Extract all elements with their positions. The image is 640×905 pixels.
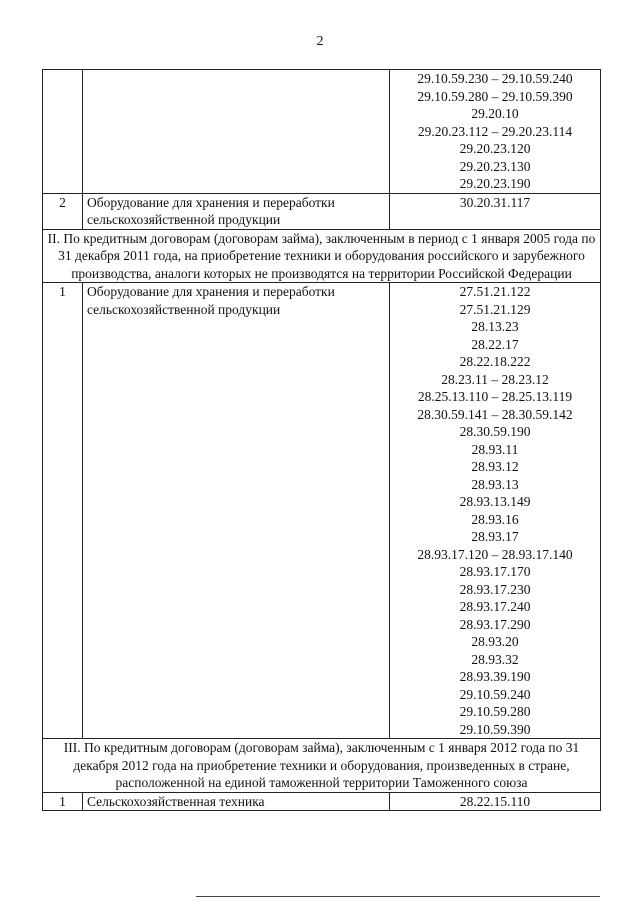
row-number: 2 xyxy=(43,193,83,229)
table-row xyxy=(43,283,601,739)
okpd-code: 28.93.13 xyxy=(471,476,519,492)
okpd-code: 28.93.17.120 – 28.93.17.140 xyxy=(417,546,573,562)
row-codes xyxy=(390,792,601,811)
okpd-code: 29.20.10 xyxy=(471,106,519,121)
table-row xyxy=(43,70,601,194)
section-row xyxy=(43,739,601,793)
row-description xyxy=(83,792,390,811)
okpd-code: 28.93.13.149 xyxy=(459,494,531,509)
okpd-code: 30.20.31.117 xyxy=(459,194,531,210)
okpd-code: 29.10.59.390 xyxy=(459,721,531,737)
okpd-code: 28.93.20 xyxy=(471,634,519,649)
okpd-code: 28.30.59.141 – 28.30.59.142 xyxy=(417,406,573,422)
bottom-divider xyxy=(196,896,600,897)
okpd-code: 27.51.21.129 xyxy=(459,301,531,317)
row-codes xyxy=(390,193,601,229)
classification-table xyxy=(42,69,601,811)
section-row xyxy=(43,229,601,283)
row-codes xyxy=(390,283,601,739)
okpd-code: 28.93.17 xyxy=(471,529,519,544)
row-description-text: Оборудование для хранения и переработки сельскохозяйственной продукции xyxy=(87,284,335,317)
okpd-code: 28.93.16 xyxy=(471,511,519,527)
okpd-code: 29.20.23.190 xyxy=(459,176,531,191)
okpd-code: 29.10.59.280 – 29.10.59.390 xyxy=(417,88,573,104)
okpd-code: 29.20.23.120 xyxy=(459,141,531,156)
row-number: 1 xyxy=(43,792,83,811)
okpd-code: 28.93.17.170 xyxy=(459,564,531,579)
okpd-code: 28.93.39.190 xyxy=(459,669,531,684)
row-codes xyxy=(390,70,601,194)
okpd-code: 29.10.59.230 – 29.10.59.240 xyxy=(417,71,573,86)
okpd-code: 29.20.23.130 xyxy=(459,158,531,174)
page-number: 2 xyxy=(316,34,324,49)
okpd-code: 28.93.17.290 xyxy=(459,616,531,632)
row-number: 1 xyxy=(43,283,83,739)
row-description xyxy=(83,193,390,229)
okpd-code: 28.93.17.230 xyxy=(459,581,531,597)
okpd-code: 28.13.23 xyxy=(471,319,519,334)
row-description xyxy=(83,70,390,194)
okpd-code: 28.93.12 xyxy=(471,459,519,474)
okpd-code: 29.10.59.240 xyxy=(459,686,531,702)
row-description-text: Сельскохозяйственная техника xyxy=(87,793,265,809)
okpd-code: 29.20.23.112 – 29.20.23.114 xyxy=(417,123,573,139)
okpd-code: 28.23.11 – 28.23.12 xyxy=(441,371,549,387)
section-heading-3: III. По кредитным договорам (договорам займа), заключенным с 1 января 2012 года по 31 декабря 2012 года на приобретение техники и оборудования, произведенных в стране, расположенной на единой таможенной территории Таможенного союза xyxy=(43,739,601,793)
okpd-code: 28.93.17.240 xyxy=(459,599,531,614)
table-row xyxy=(43,792,601,811)
okpd-code: 28.22.17 xyxy=(471,336,519,352)
row-description xyxy=(83,283,390,739)
section-heading-2: II. По кредитным договорам (договорам займа), заключенным в период с 1 января 2005 года по 31 декабря 2011 года, на приобретение техники и оборудования российского и зарубежного производства, аналоги которых не производятся на территории Российской Федерации xyxy=(43,229,601,283)
table-row xyxy=(43,193,601,229)
okpd-code: 27.51.21.122 xyxy=(459,284,531,299)
row-number xyxy=(43,70,83,194)
okpd-code: 29.10.59.280 xyxy=(459,704,531,719)
okpd-code: 28.30.59.190 xyxy=(459,424,531,439)
okpd-code: 28.22.15.110 xyxy=(459,793,531,809)
okpd-code: 28.93.32 xyxy=(471,651,519,667)
row-description-text: Оборудование для хранения и переработки сельскохозяйственной продукции xyxy=(87,194,335,227)
okpd-code: 28.25.13.110 – 28.25.13.119 xyxy=(417,389,573,404)
okpd-code: 28.93.11 xyxy=(471,441,519,457)
okpd-code: 28.22.18.222 xyxy=(459,354,531,369)
